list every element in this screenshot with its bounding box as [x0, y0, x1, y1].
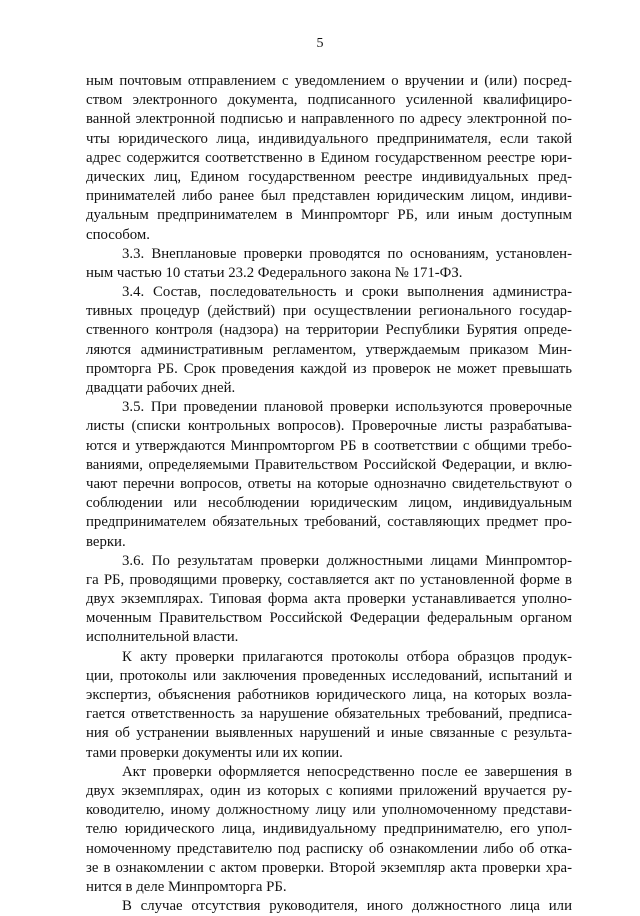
text-line: 3.6. По результатам проверки должностными лицами Минпромтор-	[122, 552, 572, 569]
text-line: гается ответственность за нарушение обязательных требований, предписа-	[86, 706, 572, 723]
text-line: тами проверки документы или их копии.	[86, 744, 343, 761]
text-line: ния об устранении выявленных нарушений и иные связанные с результа-	[86, 725, 572, 742]
text-line: ным частью 10 статьи 23.2 Федерального закона № 171-ФЗ.	[86, 264, 463, 281]
text-line: ным почтовым отправлением с уведомлением о вручении и (или) посред-	[86, 73, 572, 89]
text-line: га РБ, проводящими проверку, составляется акт по установленной форме в	[86, 571, 572, 588]
text-line: ляются административным регламентом, утверждаемым приказом Мин-	[86, 341, 572, 358]
text-line: нится в деле Минпромторга РБ.	[86, 878, 287, 895]
text-line: тивных процедур (действий) при осуществлении регионального государ-	[86, 303, 572, 320]
text-line: ководителю, иному должностному лицу или уполномоченному представи-	[86, 802, 572, 819]
text-line: ваниями, определяемыми Правительством Российской Федерации, и вклю-	[86, 456, 572, 473]
text-line: двадцати рабочих дней.	[86, 380, 236, 396]
text-line: предпринимателем обязательных требований, составляющих предмет про-	[86, 514, 572, 531]
text-line: чты юридического лица, индивидуального предпринимателя, если такой	[86, 130, 572, 147]
text-line: ванной электронной подписью и направленного по адресу электронной по-	[86, 111, 572, 128]
text-line: телю юридического лица, индивидуальному предпринимателю, его упол-	[86, 821, 572, 838]
text-line: дуальным предпринимателем в Минпромторг РБ, или иным доступным	[86, 207, 572, 224]
page-number: 5	[316, 36, 324, 51]
text-line: листы (списки контрольных вопросов). Проверочные листы разрабатыва-	[86, 418, 572, 435]
text-line: чают перечни вопросов, ответы на которые однозначно свидетельствуют о	[86, 475, 572, 492]
text-line: двух экземплярах. Типовая форма акта проверки устанавливается уполно-	[86, 591, 572, 608]
text-line: способом.	[86, 226, 150, 243]
text-line: адрес содержится соответственно в Едином государственном реестре юри-	[86, 149, 572, 166]
text-line: Акт проверки оформляется непосредственно после ее завершения в	[122, 763, 572, 780]
text-line: К акту проверки прилагаются протоколы отбора образцов продук-	[122, 648, 572, 665]
text-line: верки.	[86, 533, 126, 550]
text-line: дических лиц, Едином государственном реестре индивидуальных пред-	[86, 168, 572, 185]
text-line: 3.5. При проведении плановой проверки используются проверочные	[122, 399, 572, 416]
text-line: ции, протоколы или заключения проведенных исследований, испытаний и	[86, 667, 572, 684]
text-line: зе в ознакомлении с актом проверки. Второй экземпляр акта проверки хра-	[86, 859, 572, 876]
text-line: 3.3. Внеплановые проверки проводятся по основаниям, установлен-	[122, 245, 572, 262]
text-line: промторга РБ. Срок проведения каждой из проверок не может превышать	[86, 360, 572, 377]
text-line: ственного контроля (надзора) на территории Республики Бурятия опреде-	[86, 322, 572, 339]
text-line: двух экземплярах, один из которых с копиями приложений вручается ру-	[86, 782, 572, 799]
text-line: ются и утверждаются Минпромторгом РБ в соответствии с общими требо-	[86, 437, 572, 454]
text-line: экспертиз, объяснения работников юридического лица, на которых возла-	[86, 687, 572, 703]
text-line: номоченному представителю под расписку об ознакомлении либо об отка-	[86, 840, 572, 857]
text-line: ством электронного документа, подписанного усиленной квалифициро-	[86, 92, 572, 109]
text-line: принимателей либо ранее был представлен юридическим лицом, индиви-	[86, 188, 572, 205]
text-line: В случае отсутствия руководителя, иного должностного лица или	[122, 898, 572, 915]
document-body	[86, 72, 572, 916]
text-line: соблюдении или несоблюдении юридическим лицом, индивидуальным	[86, 495, 572, 512]
text-line: 3.4. Состав, последовательность и сроки выполнения администра-	[122, 284, 572, 301]
text-line: моченным Правительством Российской Федерации федеральным органом	[86, 610, 572, 627]
text-line: исполнительной власти.	[86, 629, 239, 646]
